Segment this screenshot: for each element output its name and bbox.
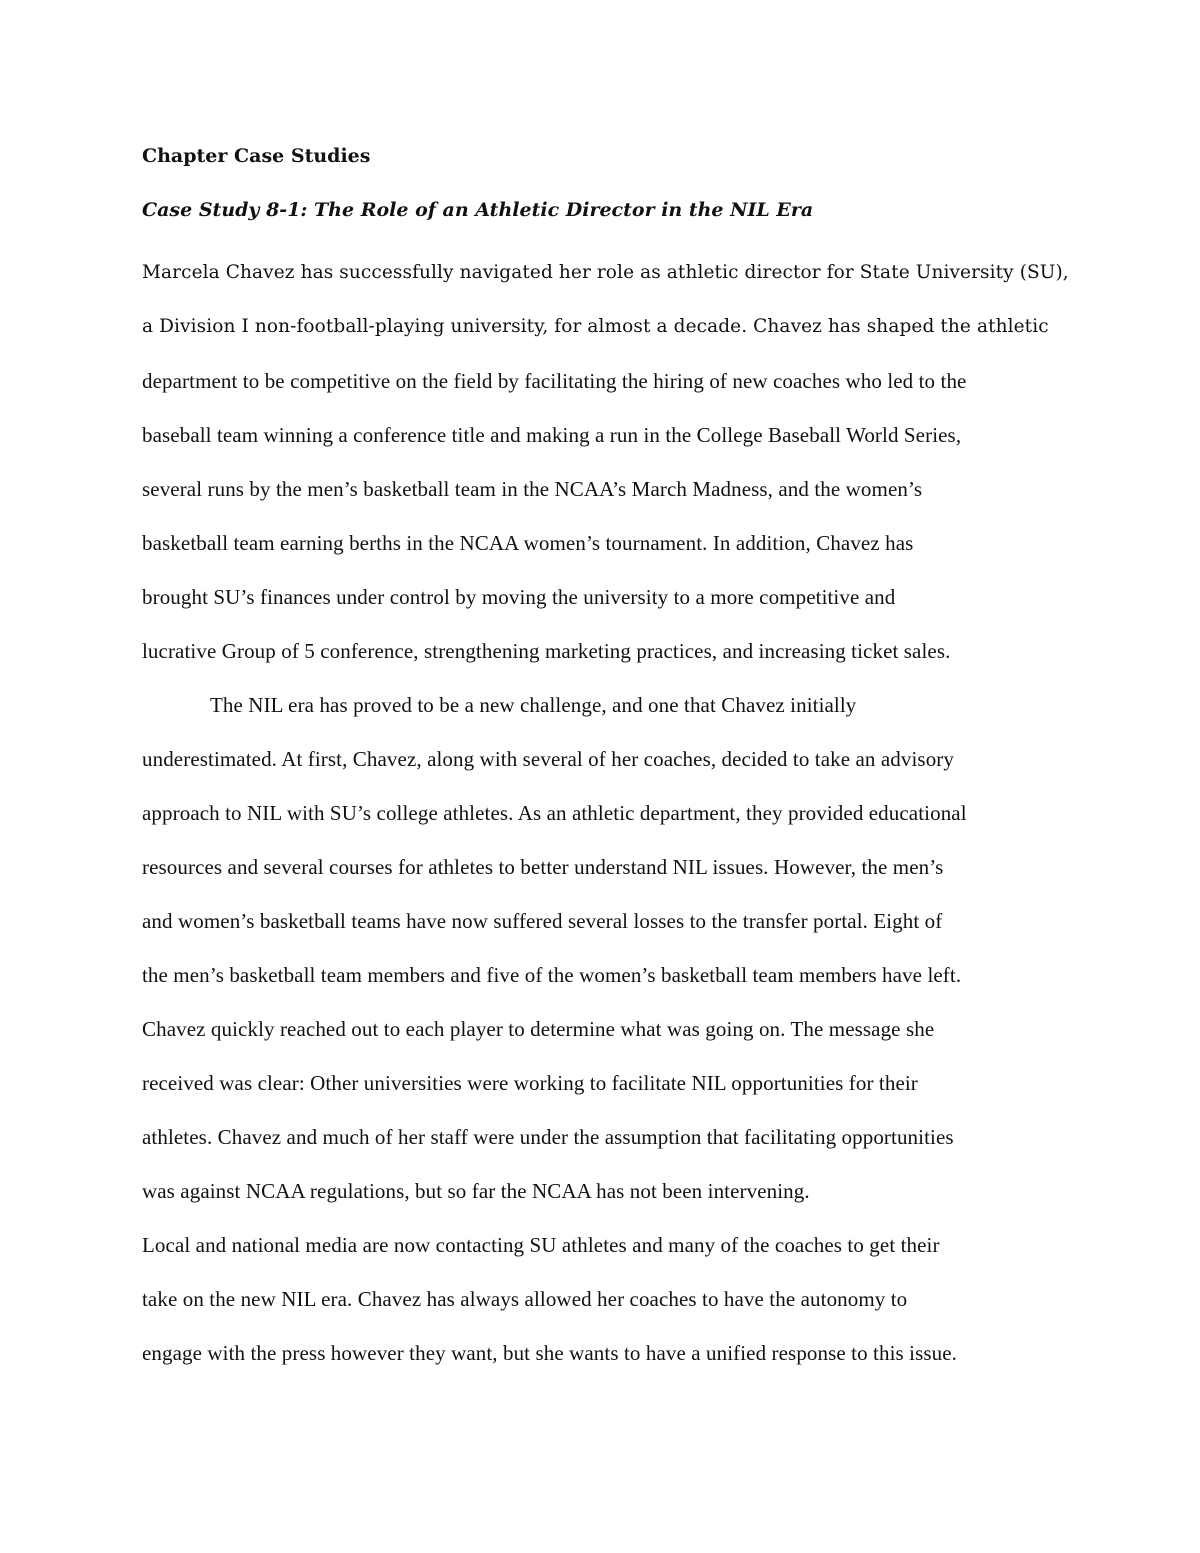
text-line: take on the new NIL era. Chavez has always allowed her coaches to have the autonomy to: [142, 1287, 908, 1311]
text-line: lucrative Group of 5 conference, strengthening marketing practices, and increasing ticket sales.: [142, 639, 951, 663]
text-line: baseball team winning a conference title and making a run in the College Baseball World Series,: [142, 423, 962, 447]
text-line: Chavez quickly reached out to each player to determine what was going on. The message she: [142, 1017, 935, 1041]
text-line: was against NCAA regulations, but so far the NCAA has not been intervening.: [142, 1179, 810, 1203]
text-line: a Division I non-football-playing university, for almost a decade. Chavez has shaped the athletic: [142, 316, 1049, 337]
text-line: the men’s basketball team members and five of the women’s basketball team members have left.: [142, 963, 962, 987]
case-study-title: Case Study 8-1: The Role of an Athletic Director in the NIL Era: [142, 199, 814, 221]
text-line: resources and several courses for athletes to better understand NIL issues. However, the men’s: [142, 855, 944, 879]
paragraph-first-line: The NIL era has proved to be a new challenge, and one that Chavez initially: [210, 693, 857, 717]
chapter-heading: Chapter Case Studies: [142, 145, 371, 167]
text-line: Local and national media are now contacting SU athletes and many of the coaches to get their: [142, 1233, 940, 1257]
text-line: basketball team earning berths in the NCAA women’s tournament. In addition, Chavez has: [142, 531, 914, 555]
document-body: [142, 138, 1069, 1380]
text-line: approach to NIL with SU’s college athletes. As an athletic department, they provided educational: [142, 801, 967, 825]
text-line: received was clear: Other universities were working to facilitate NIL opportunities for their: [142, 1071, 918, 1095]
text-line: and women’s basketball teams have now suffered several losses to the transfer portal. Eight of: [142, 909, 943, 933]
text-line: several runs by the men’s basketball team in the NCAA’s March Madness, and the women’s: [142, 477, 923, 501]
text-line: department to be competitive on the field by facilitating the hiring of new coaches who led to the: [142, 369, 967, 393]
text-line: athletes. Chavez and much of her staff were under the assumption that facilitating opportunities: [142, 1125, 954, 1149]
text-line: engage with the press however they want, but she wants to have a unified response to this issue.: [142, 1341, 957, 1365]
text-line: underestimated. At first, Chavez, along with several of her coaches, decided to take an advisory: [142, 747, 954, 771]
text-line: Marcela Chavez has successfully navigated her role as athletic director for State University (SU),: [142, 262, 1069, 283]
text-line: brought SU’s finances under control by moving the university to a more competitive and: [142, 585, 896, 609]
